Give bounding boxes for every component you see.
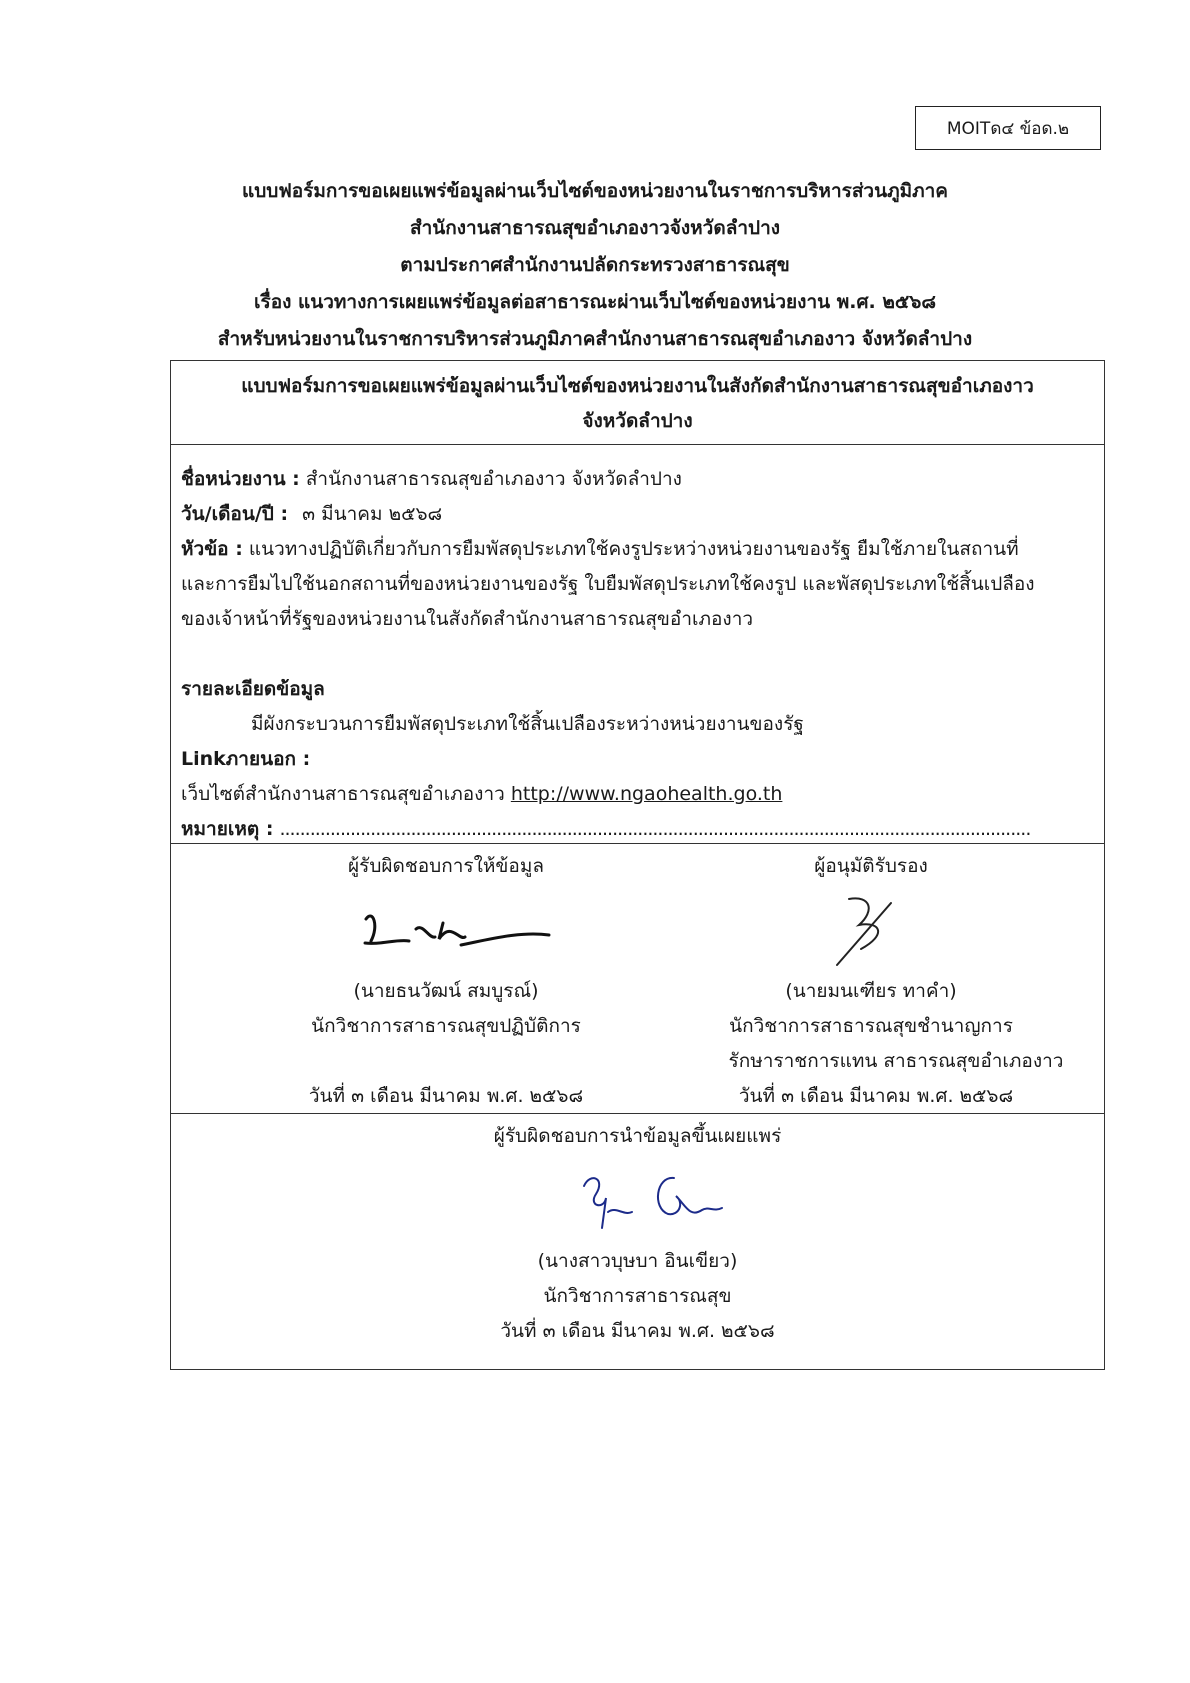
bottom-signer-position: นักวิชาการสาธารณสุข <box>543 1285 732 1307</box>
bottom-signer-date: วันที่ ๓ เดือน มีนาคม พ.ศ. ๒๕๖๘ <box>500 1320 775 1342</box>
left-signer-name: (นายธนวัฒน์ สมบูรณ์) <box>353 980 539 1002</box>
right-signer-date: วันที่ ๓ เดือน มีนาคม พ.ศ. ๒๕๖๘ <box>738 1085 1014 1107</box>
note-row <box>181 814 1030 844</box>
note-dots: ..................................................................................................................................................... <box>279 818 1031 840</box>
unit-row <box>181 464 682 494</box>
header-line-3: ตามประกาศสำนักงานปลัดกระทรวงสาธารณสุข <box>400 254 790 276</box>
detail-label: รายละเอียดข้อมูล <box>181 678 325 700</box>
document-code: MOITด๔ ข้อด.๒ <box>946 118 1070 139</box>
date-row <box>181 499 442 529</box>
divider <box>171 444 1104 445</box>
form-box <box>170 360 1105 1370</box>
right-signer-acting: รักษาราชการแทน สาธารณสุขอำเภองาว <box>728 1050 1064 1072</box>
right-signature-image <box>831 891 911 971</box>
header-line-5: สำหรับหน่วยงานในราชการบริหารส่วนภูมิภาคสำนักงานสาธารณสุขอำเภองาว จังหวัดลำปาง <box>217 328 973 350</box>
left-signer-date: วันที่ ๓ เดือน มีนาคม พ.ศ. ๒๕๖๘ <box>308 1085 584 1107</box>
unit-label: ชื่อหน่วยงาน : <box>181 468 300 490</box>
bottom-signer-name: (นางสาวบุษบา อินเขียว) <box>537 1250 738 1272</box>
right-signer-position: นักวิชาการสาธารณสุขชำนาญการ <box>729 1015 1013 1037</box>
form-title-line-1: แบบฟอร์มการขอเผยแพร่ข้อมูลผ่านเว็บไซต์ของหน่วยงานในสังกัดสำนักงานสาธารณสุขอำเภองาว <box>241 375 1034 397</box>
detail-value: มีผังกระบวนการยืมพัสดุประเภทใช้สิ้นเปลืองระหว่างหน่วยงานของรัฐ <box>251 713 804 735</box>
left-signature-image <box>361 901 551 961</box>
right-signer-role: ผู้อนุมัติรับรอง <box>814 855 928 877</box>
date-value: ๓ มีนาคม ๒๕๖๘ <box>302 503 443 525</box>
link-row <box>181 779 782 809</box>
header-line-1: แบบฟอร์มการขอเผยแพร่ข้อมูลผ่านเว็บไซต์ของหน่วยงานในราชการบริหารส่วนภูมิภาค <box>241 180 949 202</box>
document-code-box <box>915 106 1101 150</box>
left-signer-position: นักวิชาการสาธารณสุขปฏิบัติการ <box>311 1015 581 1037</box>
topic-label: หัวข้อ : <box>181 538 243 560</box>
divider <box>171 1113 1104 1114</box>
form-title-line-2: จังหวัดลำปาง <box>582 410 693 432</box>
divider <box>171 843 1104 844</box>
topic-line-1: แนวทางปฏิบัติเกี่ยวกับการยืมพัสดุประเภทใช้คงรูประหว่างหน่วยงานของรัฐ ยืมใช้ภายในสถานที่ <box>248 538 1019 560</box>
link-prefix: เว็บไซต์สำนักงานสาธารณสุขอำเภองาว <box>181 783 511 805</box>
topic-line-2: และการยืมไปใช้นอกสถานที่ของหน่วยงานของรัฐ ใบยืมพัสดุประเภทใช้คงรูป และพัสดุประเภทใช้สิ้นเปลือง <box>181 573 1035 595</box>
header-line-2: สำนักงานสาธารณสุขอำเภองาวจังหวัดลำปาง <box>409 217 781 239</box>
note-label: หมายเหตุ : <box>181 818 274 840</box>
topic-line-3: ของเจ้าหน้าที่รัฐของหน่วยงานในสังกัดสำนักงานสาธารณสุขอำเภองาว <box>181 608 754 630</box>
topic-row <box>181 534 1019 564</box>
website-link[interactable]: http://www.ngaohealth.go.th <box>510 783 783 805</box>
unit-value: สำนักงานสาธารณสุขอำเภองาว จังหวัดลำปาง <box>305 468 682 490</box>
link-label: Linkภายนอก : <box>181 748 311 770</box>
bottom-signature-image <box>576 1166 726 1236</box>
bottom-signer-role: ผู้รับผิดชอบการนำข้อมูลขึ้นเผยแพร่ <box>493 1125 782 1147</box>
date-label: วัน/เดือน/ปี : <box>181 503 289 525</box>
header-line-4: เรื่อง แนวทางการเผยแพร่ข้อมูลต่อสาธารณะผ่านเว็บไซต์ของหน่วยงาน พ.ศ. ๒๕๖๘ <box>254 291 936 313</box>
left-signer-role: ผู้รับผิดชอบการให้ข้อมูล <box>348 855 544 877</box>
right-signer-name: (นายมนเฑียร ทาคำ) <box>785 980 957 1002</box>
